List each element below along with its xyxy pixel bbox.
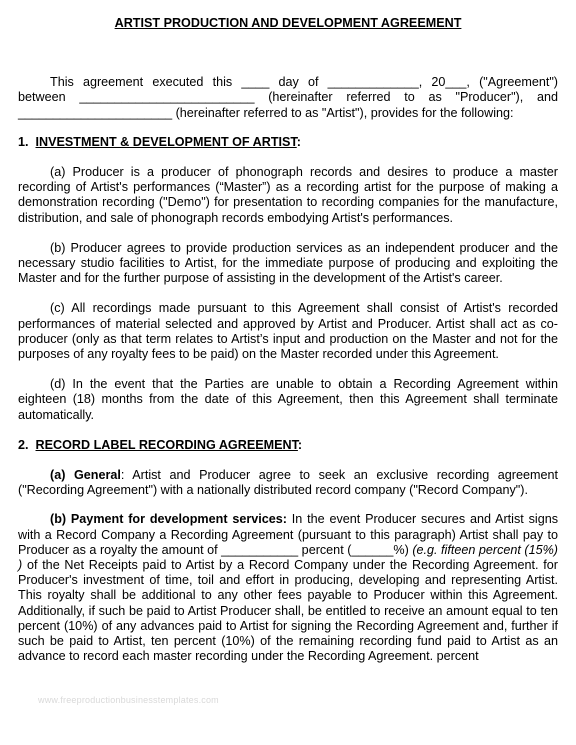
general-text: : Artist and Producer agree to seek an exclusive recording agreement ("Recording Agreement") with a nationally distributed record company ("Record Company").: [18, 468, 559, 498]
section-2-title: RECORD LABEL RECORDING AGREEMENT: [35, 437, 298, 452]
section-2-colon: :: [297, 437, 303, 452]
payment-text-1: In the event Producer secures and Artist signs with a Record Company a Recording Agreement (pursuant to this paragraph) Artist shall pay to Producer as a royalty the amount of ___________ percent (______%): [18, 512, 558, 557]
section-2-heading: [18, 438, 558, 453]
section-1-paragraph-c: (c) All recordings made pursuant to this Agreement shall consist of Artist's recorded performances of material selected and approved by Artist and Producer. Artist shall act as co-producer (only as that term relates to Artist’s input and production on the Master and not for the purposes of any royalty fees to be paid) on the Master recorded under this Agreement.: [18, 301, 558, 362]
section-1-colon: :: [296, 134, 301, 149]
section-1-number: 1.: [18, 134, 29, 149]
section-1-paragraph-d: (d) In the event that the Parties are unable to obtain a Recording Agreement within eighteen (18) months from the date of this Agreement, then this Agreement shall terminate automatically.: [18, 377, 558, 422]
watermark: www.freeproductionbusinesstemplates.com: [38, 695, 219, 705]
payment-label: (b) Payment for development services:: [50, 512, 287, 527]
section-1-heading: [18, 135, 558, 150]
payment-text-2: of the Net Receipts paid to Artist by a Record Company under the Recording Agreement. for Producer's investment of time, toil and effort in producing, developing and representing Artist. This royalty shall be additional to any other fees payable to Producer within this Agreement. Additionally, if such be paid to Artist Producer shall, be entitled to receive an amount equal to ten percent (10%) of any advances paid to Artist for signing the Recording Agreement and, further if such be paid to Artist, ten percent (10%) of the remaining recording fund paid to Artist as an advance to record each master recording under the Recording Agreement. percent: [18, 558, 558, 664]
document-title: ARTIST PRODUCTION AND DEVELOPMENT AGREEMENT: [114, 16, 462, 30]
section-1-title: INVESTMENT & DEVELOPMENT OF ARTIST: [35, 134, 297, 149]
intro-paragraph: This agreement executed this ____ day of _____________, 20___, ("Agreement") between _________________________ (hereinafter referred to as "Producer"), and ______________________ (hereinafter referred to as "Artist"), provides for the following:: [18, 75, 558, 120]
general-label: (a) General: [50, 468, 121, 483]
payment-example: (e.g. fifteen percent (15%) ): [18, 542, 558, 573]
section-2-number: 2.: [18, 437, 29, 452]
section-1-paragraph-b: (b) Producer agrees to provide production services as an independent producer and the necessary studio facilities to Artist, for the immediate purpose of producing and exploiting the Master and for the further purpose of assisting in the development of the Artist's career.: [18, 240, 558, 286]
section-2-paragraph-b: [18, 512, 558, 664]
section-2-paragraph-a: [18, 468, 558, 498]
section-1-paragraph-a: (a) Producer is a producer of phonograph records and desires to produce a master recording of Artist's performances (“Master”) as a recording artist for the purpose of making a demonstration recording ("Demo") for presentation to recording companies for the manufacture, distribution, and sale of phonograph records embodying Artist's performances.: [18, 165, 558, 225]
